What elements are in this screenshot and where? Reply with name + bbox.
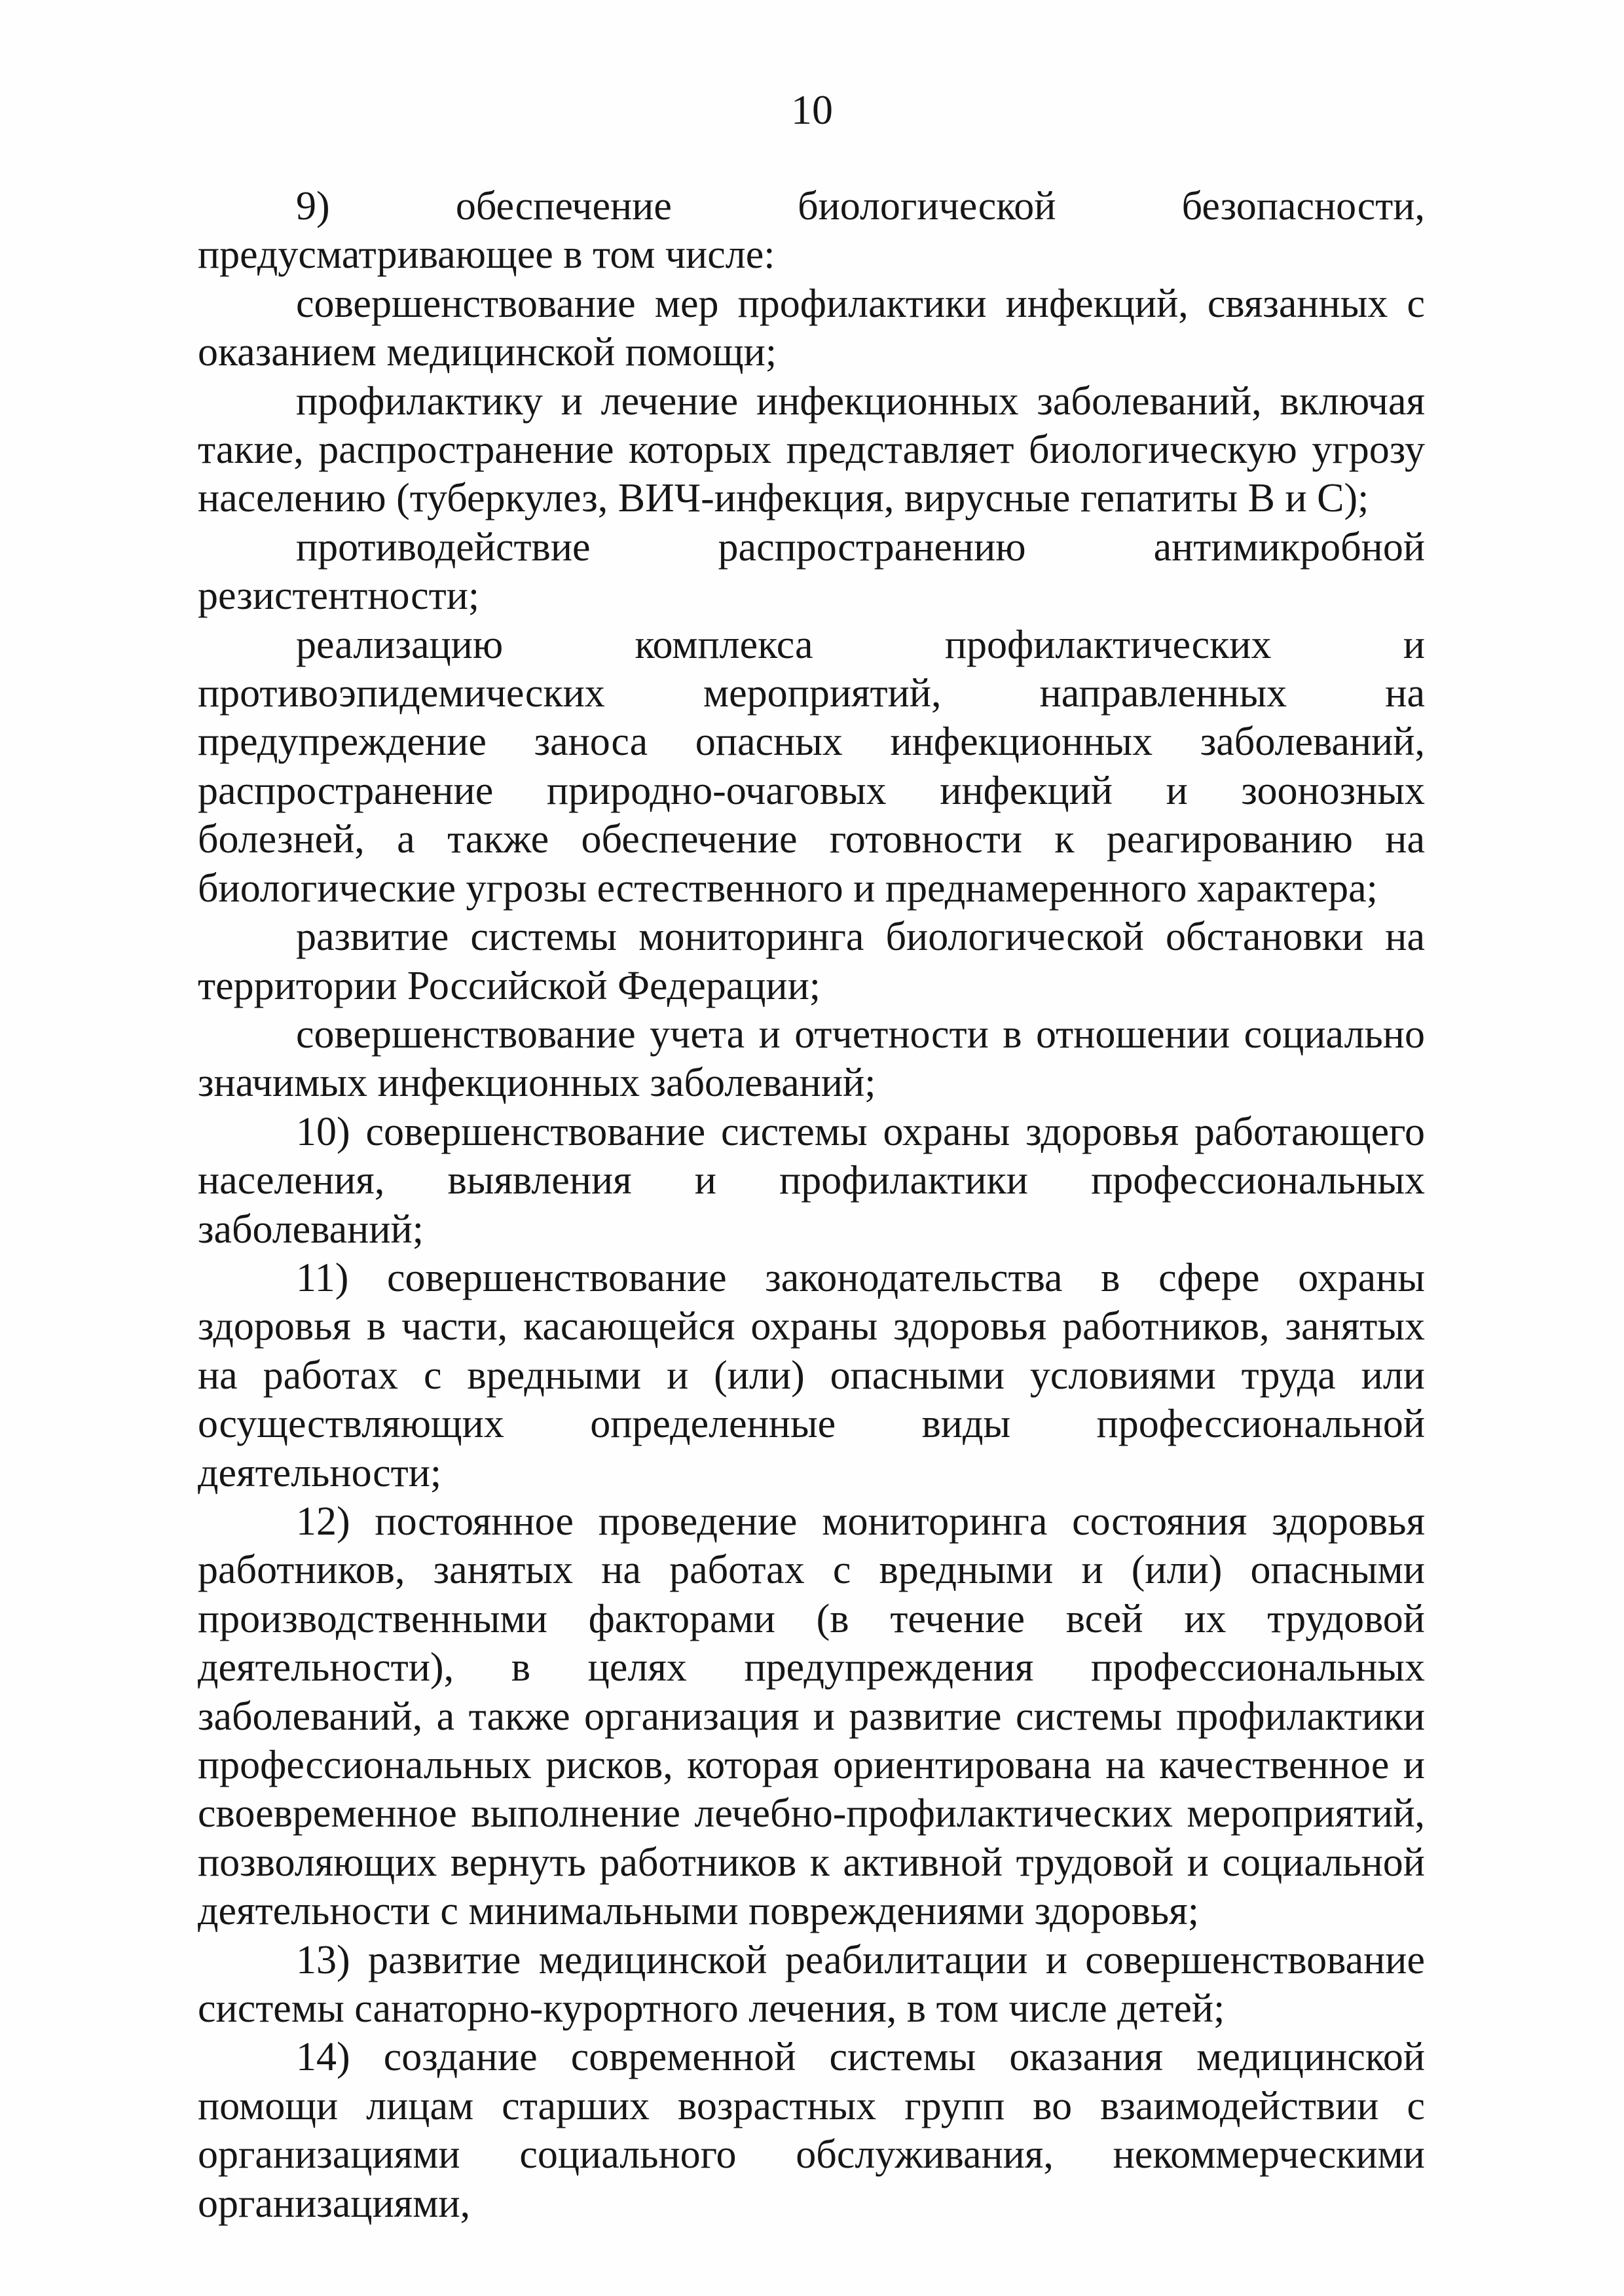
paragraph-antimicrobial-resistance: противодействие распространению антимикробной резистентности;: [198, 524, 1425, 619]
paragraph-biological-monitoring: развитие системы мониторинга биологической обстановки на территории Российской Федерации;: [198, 915, 1425, 1008]
page-number: 10: [791, 86, 833, 133]
paragraph-item-11: 11) совершенствование законодательства в сфере охраны здоровья в части, касающейся охраны здоровья работников, занятых на работах с вредными и (или) опасными условиями труда или осуществляющих определенные виды профессиональной деятельности;: [198, 1255, 1425, 1495]
paragraph-item-10: 10) совершенствование системы охраны здоровья работающего населения, выявления и профилактики профессиональных заболеваний;: [198, 1109, 1425, 1252]
paragraph-item-12: 12) постоянное проведение мониторинга состояния здоровья работников, занятых на работах с вредными и (или) опасными производственными факторами (в течение всей их трудовой деятельности), в целях предупреждения профессиональных заболеваний, а также организация и развитие системы профилактики профессиональных рисков, которая ориентирована на качественное и своевременное выполнение лечебно-профилактических мероприятий, позволяющих вернуть работников к активной трудовой и социальной деятельности с минимальными повреждениями здоровья;: [198, 1499, 1425, 1934]
paragraph-item-13: 13) развитие медицинской реабилитации и совершенствование системы санаторно-курортного лечения, в том числе детей;: [198, 1937, 1425, 2032]
paragraph-item-14: 14) создание современной системы оказания медицинской помощи лицам старших возрастных групп во взаимодействии с организациями социального обслуживания, некоммерческими организациями,: [198, 2035, 1425, 2226]
paragraph-antiepidemic-measures: реализацию комплекса профилактических и противоэпидемических мероприятий, направленных на предупреждение заноса опасных инфекционных заболеваний, распространение природно-очаговых инфекций и зоонозных болезней, а также обеспечение готовности к реагированию на биологические угрозы естественного и преднамеренного характера;: [198, 622, 1425, 911]
document-body: [198, 182, 1425, 2228]
paragraph-reporting: совершенствование учета и отчетности в отношении социально значимых инфекционных заболеваний;: [198, 1011, 1425, 1106]
paragraph-infection-prevention: совершенствование мер профилактики инфекций, связанных с оказанием медицинской помощи;: [198, 281, 1425, 375]
paragraph-item-9-intro: 9) обеспечение биологической безопасности, предусматривающее в том числе:: [198, 184, 1425, 278]
paragraph-infectious-diseases: профилактику и лечение инфекционных заболеваний, включая такие, распространение которых представляет биологическую угрозу населению (туберкулез, ВИЧ-инфекция, вирусные гепатиты В и С);: [198, 378, 1425, 521]
